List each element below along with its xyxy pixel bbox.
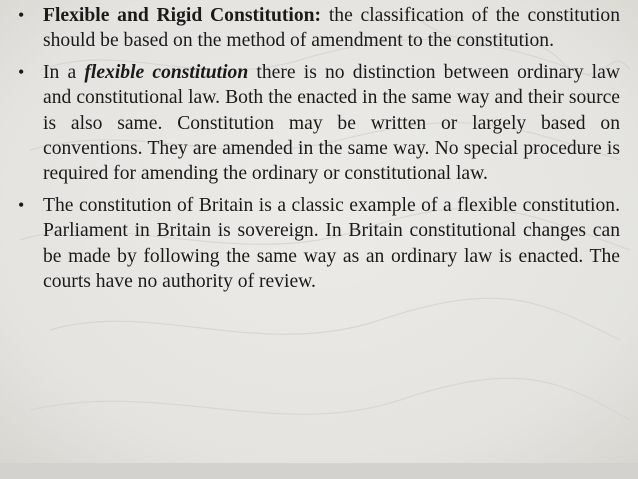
bullet-item — [18, 193, 620, 295]
bullet-emphasis: flexible constitution — [84, 61, 249, 83]
bullet-prefix: In a — [43, 61, 85, 83]
bullet-text: the classification of the constitution should be based on the method of amendment to the constitution. — [43, 5, 620, 52]
bullet-item — [18, 60, 620, 187]
bullet-marker: • — [18, 61, 25, 82]
bullet-item — [18, 3, 620, 54]
bullet-text: The constitution of Britain is a classic example of a flexible constitution. Parliament in Britain is sovereign. In Britain constitutional changes can be made by following the same way as an ordinary law is enacted. The courts have no authority of review. — [43, 194, 620, 293]
bullet-text: there is no distinction between ordinary law and constitutional law. Both the enacted in the same way and their source is also same. Constitution may be written or largely based on conventions. They are amended in the same way. No special procedure is required for amending the ordinary or constitutional law. — [43, 61, 620, 185]
bullet-lead-bold: Flexible and Rigid Constitution: — [43, 5, 322, 26]
bullet-list — [18, 3, 620, 300]
footer-strip — [0, 463, 638, 479]
bullet-marker: • — [18, 5, 25, 25]
bullet-marker: • — [18, 194, 25, 215]
